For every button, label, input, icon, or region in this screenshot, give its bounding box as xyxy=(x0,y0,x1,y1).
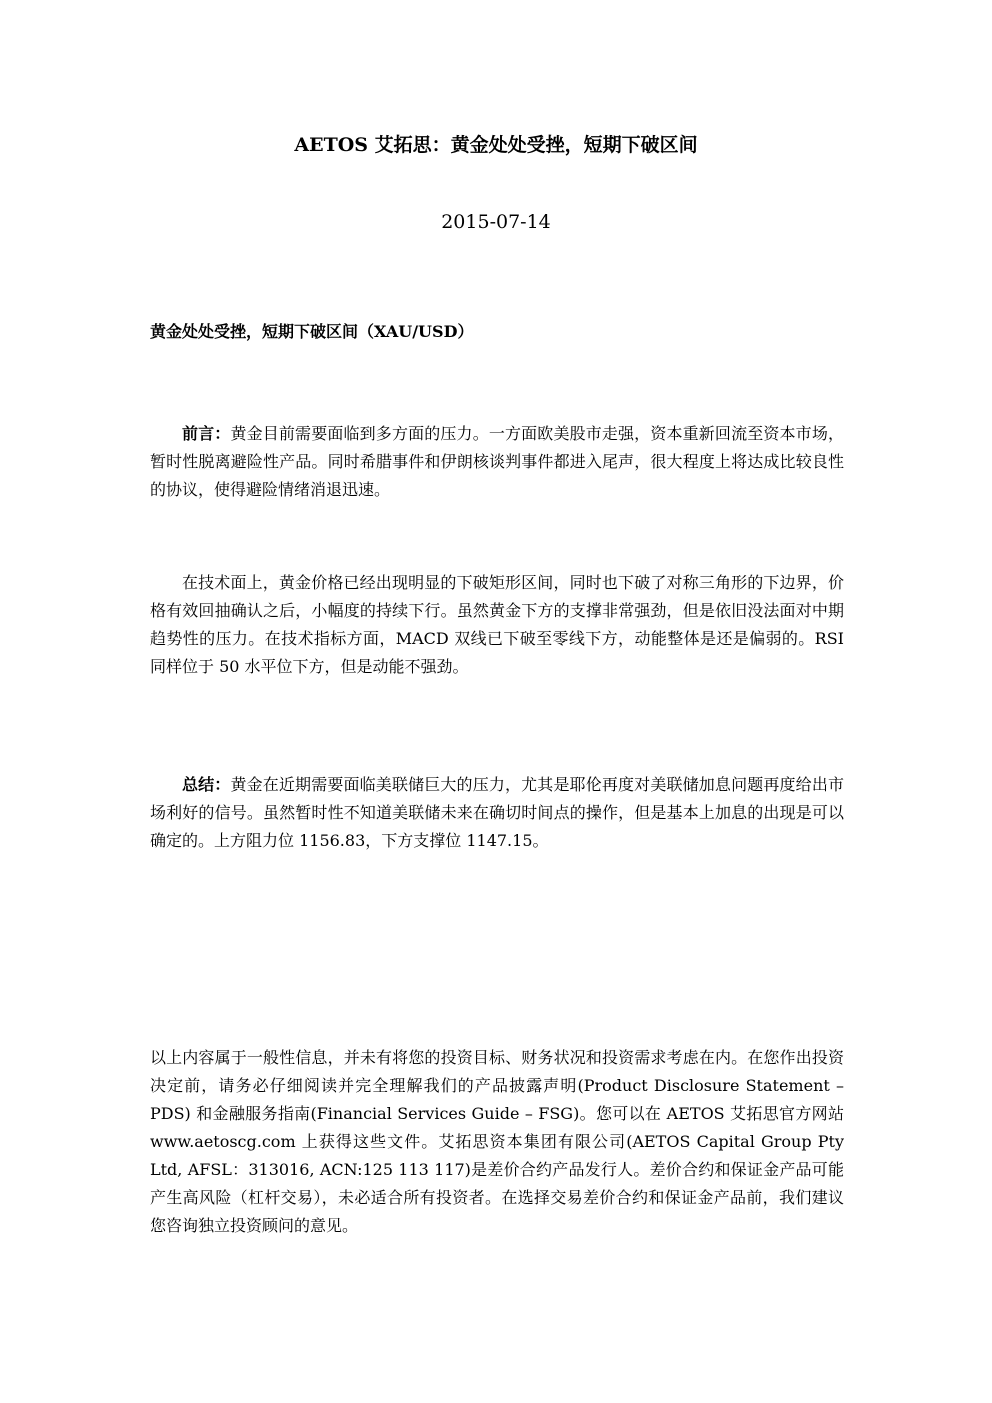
technical-text: 在技术面上，黄金价格已经出现明显的下破矩形区间，同时也下破了对称三角形的下边界，价格有效回抽确认之后，小幅度的持续下行。虽然黄金下方的支撑非常强劲，但是依旧没法面对中期趋势性的压力。在技术指标方面，MACD 双线已下破至零线下方，动能整体是还是偏弱的。RSI 同样位于 50 水平位下方，但是动能不强劲。 xyxy=(150,573,844,676)
document-title: AETOS 艾拓思：黄金处处受挫，短期下破区间 xyxy=(294,134,698,156)
disclaimer-text: 以上内容属于一般性信息，并未有将您的投资目标、财务状况和投资需求考虑在内。在您作出投资决定前，请务必仔细阅读并完全理解我们的产品披露声明(Product Disclosure Statement – PDS) 和金融服务指南(Financial Services Guide – FSG)。您可以在 AETOS 艾拓思官方网站 www.aetoscg.com 上获得这些文件。艾拓思资本集团有限公司(AETOS Capital Group Pty Ltd, AFSL：313016, ACN:125 113 117)是差价合约产品发行人。差价合约和保证金产品可能产生高风险（杠杆交易），未必适合所有投资者。在选择交易差价合约和保证金产品前，我们建议您咨询独立投资顾问的意见。 xyxy=(150,1048,844,1235)
summary-label: 总结： xyxy=(182,775,231,794)
disclaimer-paragraph xyxy=(150,1044,844,1240)
summary-paragraph xyxy=(150,771,844,855)
intro-text: 黄金目前需要面临到多方面的压力。一方面欧美股市走强，资本重新回流至资本市场，暂时性脱离避险性产品。同时希腊事件和伊朗核谈判事件都进入尾声，很大程度上将达成比较良性的协议，使得避险情绪消退迅速。 xyxy=(150,424,844,499)
intro-label: 前言： xyxy=(182,424,231,443)
technical-paragraph xyxy=(150,569,844,681)
section-heading: 黄金处处受挫，短期下破区间（XAU/USD） xyxy=(150,322,474,341)
intro-paragraph xyxy=(150,420,844,504)
document-date: 2015-07-14 xyxy=(441,211,551,233)
summary-text: 黄金在近期需要面临美联储巨大的压力，尤其是耶伦再度对美联储加息问题再度给出市场利好的信号。虽然暂时性不知道美联储未来在确切时间点的操作，但是基本上加息的出现是可以确定的。上方阻力位 1156.83，下方支撑位 1147.15。 xyxy=(150,775,844,850)
